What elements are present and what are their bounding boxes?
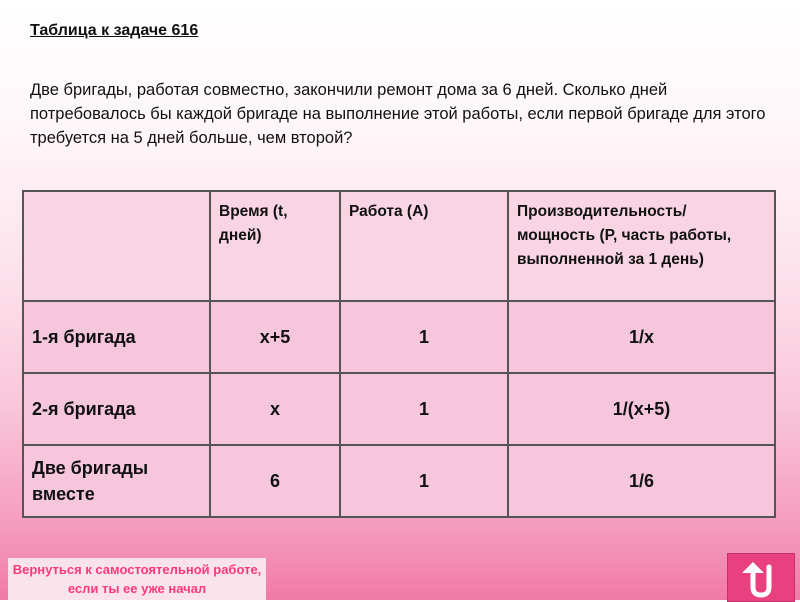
back-to-self-work-link[interactable]: Вернуться к самостоятельной работе, если ты ее уже начал (8, 558, 266, 600)
header-work: Работа (A) (340, 191, 508, 301)
productivity-cell: 1/x (508, 301, 775, 373)
u-turn-return-icon (728, 554, 794, 601)
time-cell: 6 (210, 445, 340, 517)
return-button[interactable] (727, 553, 795, 602)
task-table (22, 190, 776, 518)
table-row (23, 373, 775, 445)
page-title: Таблица к задаче 616 (30, 22, 199, 39)
row-label: 2-я бригада (23, 373, 210, 445)
time-cell: x (210, 373, 340, 445)
header-empty-cell (23, 191, 210, 301)
row-label: 1-я бригада (23, 301, 210, 373)
header-time: Время (t, дней) (210, 191, 340, 301)
work-cell: 1 (340, 373, 508, 445)
time-cell: x+5 (210, 301, 340, 373)
work-cell: 1 (340, 301, 508, 373)
row-label: Две бригады вместе (23, 445, 210, 517)
productivity-cell: 1/(x+5) (508, 373, 775, 445)
productivity-cell: 1/6 (508, 445, 775, 517)
work-cell: 1 (340, 445, 508, 517)
header-productivity: Производительность/ мощность (P, часть работы, выполненной за 1 день) (508, 191, 775, 301)
problem-statement: Две бригады, работая совместно, закончили ремонт дома за 6 дней. Сколько дней потребовалось бы каждой бригаде на выполнение этой работы, если первой бригаде для этого требуется на 5 дней больше, чем второй? (30, 81, 766, 147)
table-header-row (23, 191, 775, 301)
table-row (23, 301, 775, 373)
table-row (23, 445, 775, 517)
